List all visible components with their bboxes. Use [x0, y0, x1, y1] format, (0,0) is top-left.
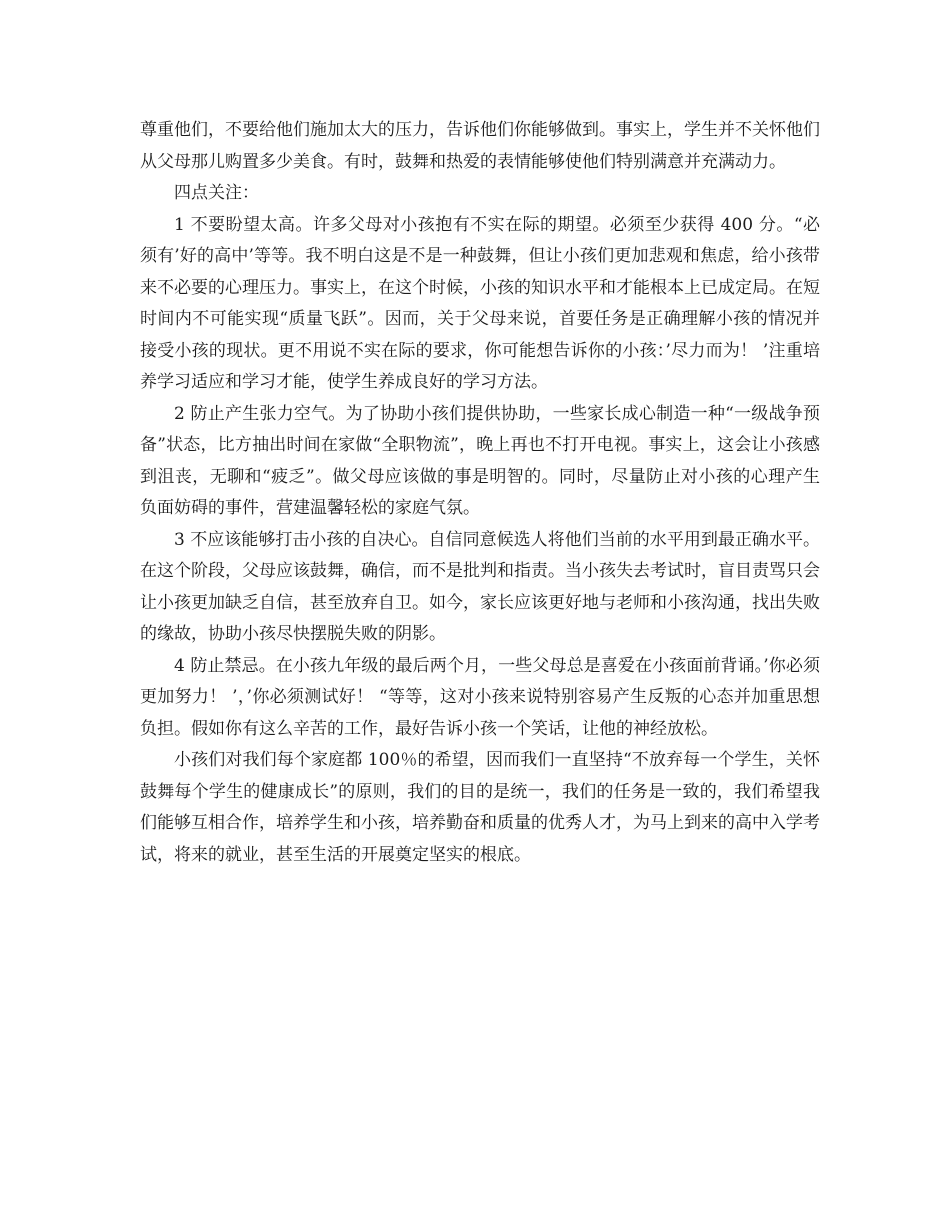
document-body [140, 115, 820, 871]
paragraph-four-points-heading: 四点关注： [174, 183, 259, 203]
paragraph-point-1: 1 不要盼望太高。许多父母对小孩抱有不实在际的期望。必须至少获得 400 分。“必须有’好的高中’等等。我不明白这是不是一种鼓舞，但让小孩们更加悲观和焦虑，给小孩带来不必要的心理压力。事实上，在这个时候，小孩的知识水平和才能根本上已成定局。在短时间内不可能实现“质量飞跃”。因而，关于父母来说，首要任务是正确理解小孩的情况并接受小孩的现状。更不用说不实在际的要求，你可能想告诉你的小孩：’尽力而为！ ’注重培养学习适应和学习才能，使学生养成良好的学习方法。 [140, 214, 820, 392]
paragraph-point-3: 3 不应该能够打击小孩的自决心。自信同意候选人将他们当前的水平用到最正确水平。在这个阶段，父母应该鼓舞，确信，而不是批判和指责。当小孩失去考试时，盲目责骂只会让小孩更加缺乏自信，甚至放弃自卫。如今，家长应该更好地与老师和小孩沟通，找出失败的缘故，协助小孩尽快摆脱失败的阴影。 [140, 529, 820, 644]
paragraph-point-4: 4 防止禁忌。在小孩九年级的最后两个月，一些父母总是喜爱在小孩面前背诵。’你必须更加努力！ ’，’你必须测试好！ “等等，这对小孩来说特别容易产生反叛的心态并加重思想负担。假如你有这么辛苦的工作，最好告诉小孩一个笑话，让他的神经放松。 [140, 655, 820, 739]
paragraph-point-2: 2 防止产生张力空气。为了协助小孩们提供协助，一些家长成心制造一种“一级战争预备”状态，比方抽出时间在家做“全职物流”，晚上再也不打开电视。事实上，这会让小孩感到沮丧，无聊和“疲乏”。做父母应该做的事是明智的。同时，尽量防止对小孩的心理产生负面妨碍的事件，营建温馨轻松的家庭气氛。 [140, 403, 820, 518]
paragraph-intro-continuation: 尊重他们，不要给他们施加太大的压力，告诉他们你能够做到。事实上，学生并不关怀他们从父母那儿购置多少美食。有时，鼓舞和热爱的表情能够使他们特别满意并充满动力。 [140, 120, 820, 172]
paragraph-conclusion: 小孩们对我们每个家庭都 100％的希望，因而我们一直坚持“不放弃每一个学生，关怀鼓舞每个学生的健康成长”的原则，我们的目的是统一，我们的任务是一致的，我们希望我们能够互相合作，培养学生和小孩，培养勤奋和质量的优秀人才，为马上到来的高中入学考试，将来的就业，甚至生活的开展奠定坚实的根底。 [140, 750, 820, 865]
